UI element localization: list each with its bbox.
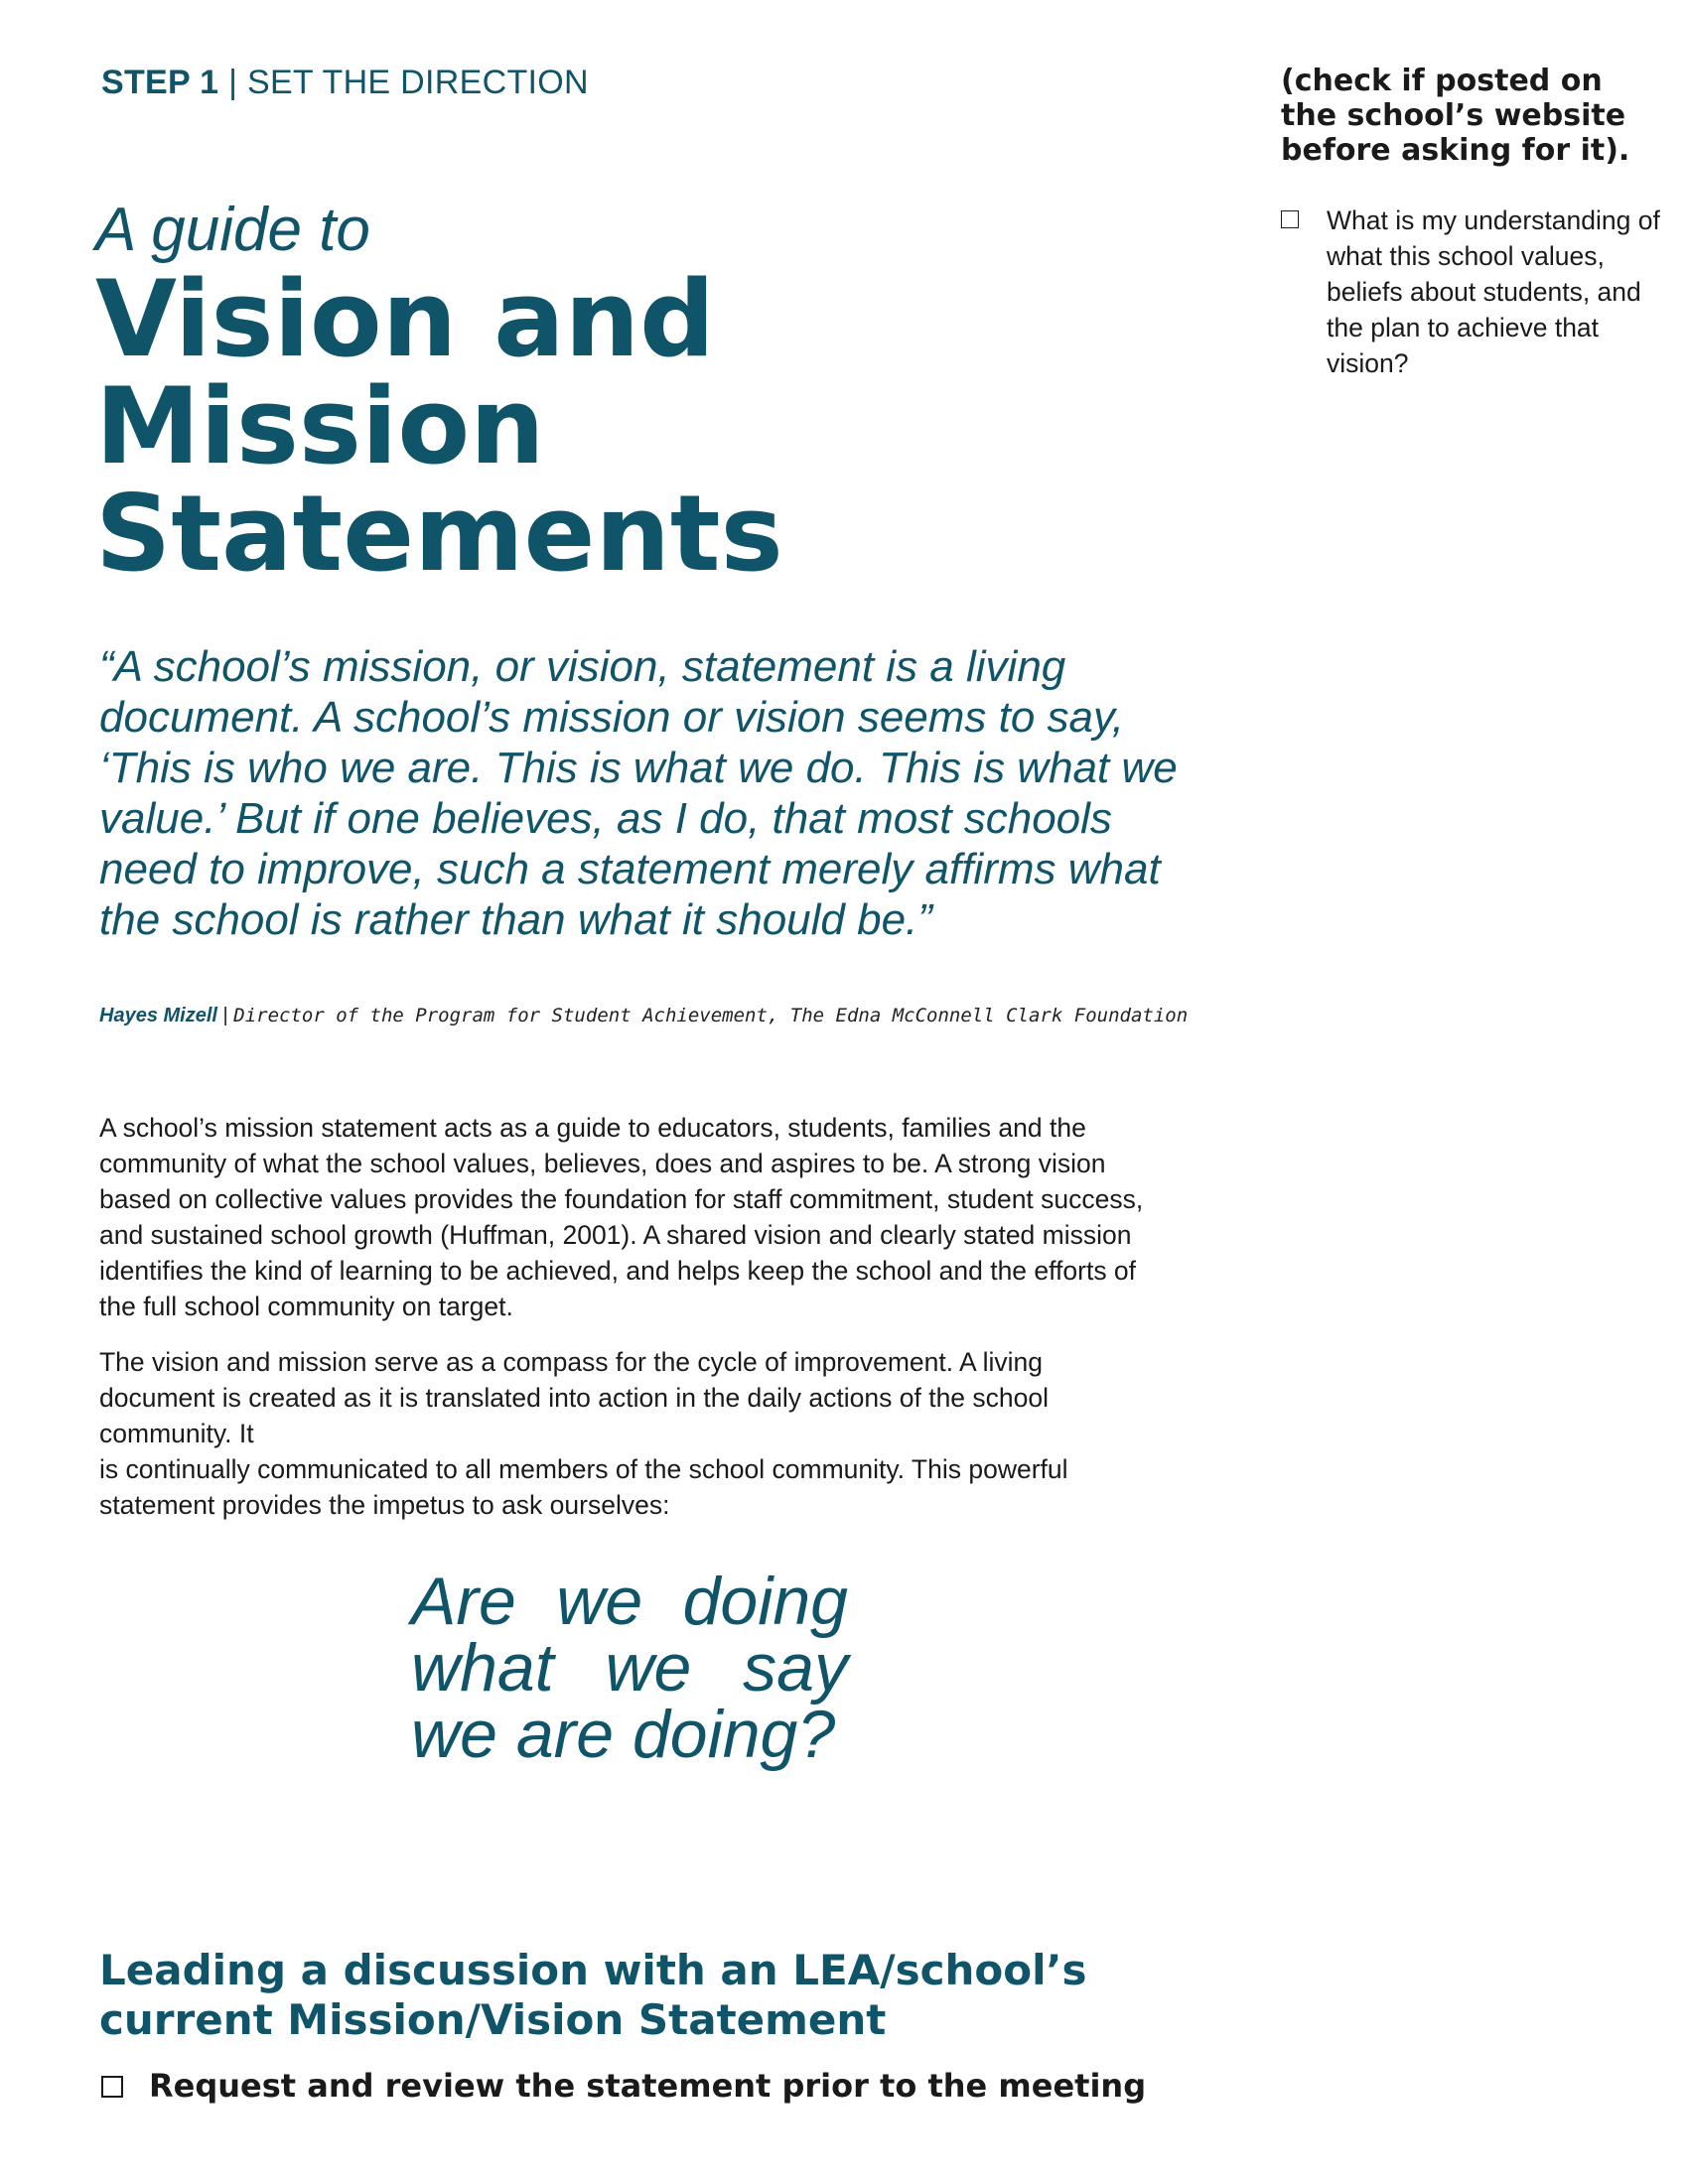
- step-number: STEP 1: [101, 64, 219, 101]
- quote-author-role: Director of the Program for Student Achievement, The Edna McConnell Clark Foundation: [233, 1005, 1189, 1026]
- attribution-separator: |: [216, 1005, 234, 1026]
- body-paragraph-2: [99, 1344, 1152, 1523]
- step-title: SET THE DIRECTION: [246, 64, 589, 101]
- request-checkbox[interactable]: [101, 2076, 123, 2098]
- body-paragraph-2-line-2: is continually communicated to all members of the school community. This powerful statement provides the impetus to ask ourselves:: [99, 1454, 1068, 1520]
- section-heading: Leading a discussion with an LEA/school’s current Mission/Vision Statement: [99, 1946, 1087, 2044]
- pull-quote: “A school’s mission, or vision, statement is a living document. A school’s mission or vision seems to say, ‘This is who we are. This is what we do. This is what we value.’ But if one believes, as I do, that most schools need to improve, such a statement merely affirms what the school is rather than what it should be.”: [99, 642, 1178, 944]
- callout-question: Are we doing what we say we are doing?: [411, 1564, 848, 1772]
- step-separator: |: [218, 64, 247, 101]
- quote-attribution: [99, 1005, 1241, 1027]
- sidebar-note: (check if posted on the school’s website before asking for it).: [1281, 64, 1630, 168]
- body-paragraph-1: A school’s mission statement acts as a guide to educators, students, families and the community of what the school values, believes, does and aspires to be. A strong vision based on collective values provides the foundation for staff commitment, student success, and sustained school growth (Huffman, 2001). A shared vision and clearly stated mission identifies the kind of learning to be achieved, and helps keep the school and the efforts of the full school community on target.: [99, 1113, 1144, 1321]
- title-kicker: A guide to: [95, 196, 370, 264]
- body-paragraph-2-line-1: The vision and mission serve as a compass for the cycle of improvement. A living document is created as it is translated into action in the daily actions of the school community. It: [99, 1347, 1050, 1448]
- checklist-item-request[interactable]: [101, 2067, 1146, 2105]
- page-title: Vision and Mission Statements: [95, 258, 783, 595]
- step-header: [101, 64, 589, 102]
- checklist-item-label: Request and review the statement prior to the meeting: [149, 2067, 1147, 2105]
- checklist-item-understanding[interactable]: [1281, 203, 1678, 381]
- quote-author: Hayes Mizell: [99, 1005, 217, 1026]
- understanding-checkbox[interactable]: [1281, 210, 1299, 228]
- sidebar-checklist-label: What is my understanding of what this school values, beliefs about students, and the plan to achieve that vision?: [1327, 205, 1660, 378]
